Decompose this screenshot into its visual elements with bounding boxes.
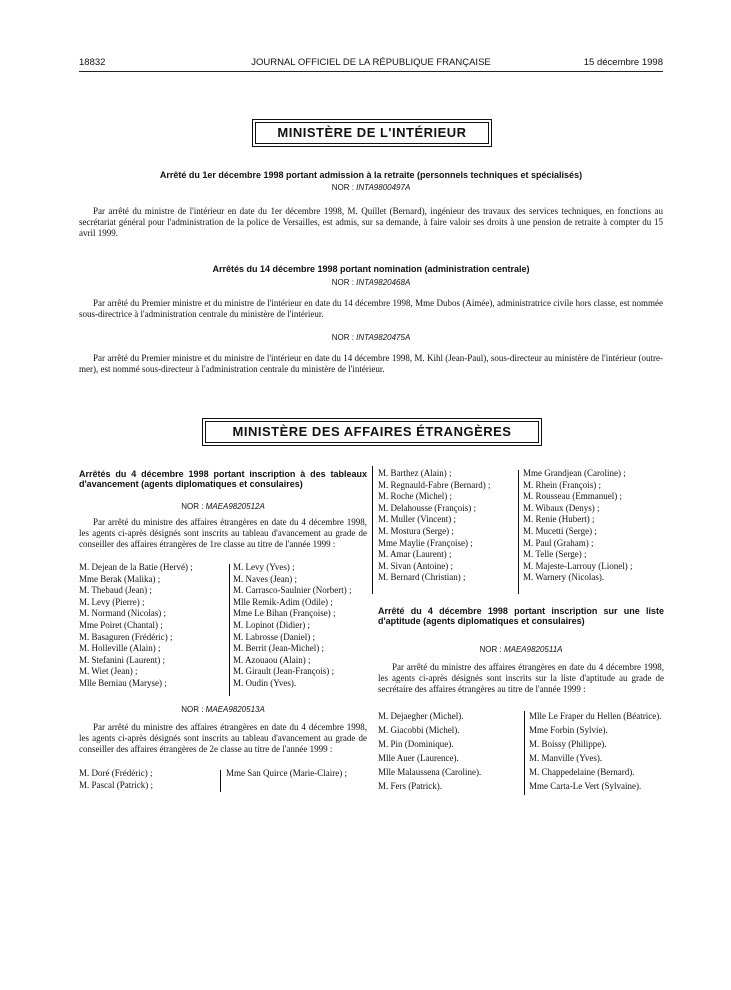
column-divider [518, 470, 519, 594]
name-entry: M. Mostura (Serge) ; [378, 525, 454, 536]
name-entry: M. Boissy (Philippe). [529, 739, 607, 749]
name-entry: M. Renie (Hubert) ; [523, 514, 595, 525]
nor-line [79, 333, 663, 342]
name-list-2-left [79, 768, 229, 791]
name-list-3-left [378, 709, 523, 793]
paragraph-retraite: Par arrêté du ministre de l'intérieur en date du 1er décembre 1998, M. Quillet (Bernard), ingénieur des travaux des services techniques, en fonctions au secrétariat général pour l'administration de la police de Versailles, est admis, sur sa demande, à faire valoir ses droits à une pension de retraite à compter du 15 avril 1999. [79, 206, 663, 238]
heading-retraite: Arrêté du 1er décembre 1998 portant admission à la retraite (personnels techniques et spécialisés) [159, 170, 583, 180]
name-entry: M. Majeste-Larrouy (Lionel) ; [523, 560, 633, 571]
name-entry: M. Oudin (Yves). [233, 677, 297, 688]
heading-liste-aptitude: Arrêté du 4 décembre 1998 portant inscription sur une liste d'aptitude (agents diplomatiques et consulaires) [378, 606, 664, 626]
name-entry: Mme Berak (Malika) ; [79, 573, 161, 584]
name-entry: M. Basaguren (Frédéric) ; [79, 631, 173, 642]
name-entry: M. Pascal (Patrick) ; [79, 779, 153, 790]
name-entry: M. Carrasco-Saulnier (Norbert) ; [233, 585, 352, 596]
issue-date: 15 décembre 1998 [583, 57, 663, 68]
nor-code: INTA9820475A [356, 333, 411, 342]
nor-line [79, 705, 367, 714]
name-entry: M. Stefanini (Laurent) ; [79, 654, 165, 665]
name-entry: Mlle Remik-Adim (Odile) ; [233, 596, 333, 607]
name-entry: M. Azouaou (Alain) ; [233, 654, 311, 665]
running-head [79, 57, 663, 72]
name-entry: M. Mucetti (Serge) ; [523, 525, 597, 536]
nor-code: INTA9800497A [356, 183, 411, 192]
column-divider [524, 711, 525, 795]
name-list-1-right [233, 562, 368, 690]
name-entry: M. Normand (Nicolas) ; [79, 608, 166, 619]
name-entry: Mlle Malaussena (Caroline). [378, 767, 482, 777]
name-entry: M. Levy (Yves) ; [233, 562, 295, 572]
name-entry: M. Levy (Pierre) ; [79, 596, 145, 607]
nor-label: NOR : [479, 645, 502, 654]
nor-line [79, 502, 367, 511]
name-entry: M. Girault (Jean-François) ; [233, 666, 334, 677]
nor-code: MAEA9820511A [503, 645, 563, 654]
nor-line [79, 183, 663, 192]
heading-tableaux-avancement: Arrêtés du 4 décembre 1998 portant inscription à des tableaux d'avancement (agents diplomatiques et consulaires) [79, 469, 367, 489]
column-divider [229, 564, 230, 696]
nor-label: NOR : [331, 183, 354, 192]
name-entry: M. Chappedelaine (Bernard). [529, 767, 635, 777]
nor-label: NOR : [181, 502, 204, 511]
name-entry: Mme San Quirce (Marie-Claire) ; [226, 768, 347, 778]
name-entry: Mme Grandjean (Caroline) ; [523, 468, 626, 478]
name-entry: Mlle Le Fraper du Hellen (Béatrice). [529, 711, 662, 721]
nor-label: NOR : [331, 278, 354, 287]
name-list-2-right [226, 768, 366, 780]
nor-line [79, 278, 663, 287]
paragraph-liste-aptitude: Par arrêté du ministre des affaires étrangères en date du 4 décembre 1998, les agents ci-après désignés sont inscrits sur la liste d'aptitude au grade de secrétaire des affaires étrangères au titre de l'année 1999 : [378, 662, 664, 694]
name-list-col2-left [378, 468, 518, 584]
name-entry: M. Paul (Graham) ; [523, 537, 594, 548]
paragraph-dubos: Par arrêté du Premier ministre et du ministre de l'intérieur en date du 14 décembre 1998, Mme Dubos (Aimée), administratrice civile hors classe, est nommée sous-directrice à l'administration centrale du ministère de l'intérieur. [79, 298, 663, 319]
name-entry: M. Warnery (Nicolas). [523, 572, 605, 583]
name-list-3-right [529, 709, 665, 793]
nor-code: INTA9820468A [356, 278, 411, 287]
name-entry: M. Barthez (Alain) ; [378, 468, 452, 478]
name-entry: M. Rhein (François) ; [523, 479, 601, 490]
name-entry: M. Wiet (Jean) ; [79, 666, 138, 677]
name-entry: M. Amar (Laurent) ; [378, 549, 452, 560]
name-entry: M. Fers (Patrick). [378, 781, 442, 791]
name-entry: M. Berrit (Jean-Michel) ; [233, 643, 324, 654]
name-entry: M. Wibaux (Denys) ; [523, 502, 600, 513]
name-entry: M. Muller (Vincent) ; [378, 514, 456, 525]
name-entry: M. Doré (Frédéric) ; [79, 768, 153, 778]
heading-nomination: Arrêtés du 14 décembre 1998 portant nomination (administration centrale) [212, 264, 530, 274]
column-divider [220, 770, 221, 792]
ministry-title-interieur: MINISTÈRE DE L'INTÉRIEUR [255, 122, 489, 144]
name-list-col2-right [523, 468, 665, 584]
name-entry: M. Rousseau (Emmanuel) ; [523, 491, 622, 502]
page-number: 18832 [79, 57, 106, 68]
name-entry: Mlle Auer (Laurence). [378, 753, 459, 763]
name-entry: Mme Forbin (Sylvie). [529, 725, 608, 735]
ministry-title-affaires-etrangeres: MINISTÈRE DES AFFAIRES ÉTRANGÈRES [205, 421, 539, 443]
name-entry: M. Labrosse (Daniel) ; [233, 631, 315, 642]
name-entry: M. Holleville (Alain) ; [79, 643, 161, 654]
name-entry: M. Manville (Yves). [529, 753, 603, 763]
page-column-rule [372, 466, 373, 594]
name-entry: M. Pin (Dominique). [378, 739, 454, 749]
paragraph-avancement-2e: Par arrêté du ministre des affaires étrangères en date du 4 décembre 1998, les agents ci-après désignés sont inscrits au tableau d'avancement au grade de conseiller des affaires étrangères de 2e classe au titre de l'année 1999 : [79, 722, 367, 754]
nor-line [378, 645, 664, 654]
name-entry: M. Dejaegher (Michel). [378, 711, 464, 721]
nor-label: NOR : [331, 333, 354, 342]
name-list-1-left [79, 562, 229, 690]
journal-title: JOURNAL OFFICIEL DE LA RÉPUBLIQUE FRANÇAISE [251, 57, 491, 68]
name-entry: Mme Poiret (Chantal) ; [79, 619, 163, 630]
name-entry: Mme Le Bihan (Françoise) ; [233, 608, 336, 619]
name-entry: Mlle Berniau (Maryse) ; [79, 677, 167, 688]
name-entry: M. Giacobbi (Michel). [378, 725, 460, 735]
name-entry: M. Lopinot (Didier) ; [233, 619, 310, 630]
paragraph-kihl: Par arrêté du Premier ministre et du ministre de l'intérieur en date du 14 décembre 1998, M. Kihl (Jean-Paul), sous-directeur au ministère de l'intérieur (outre-mer), est nommé sous-directeur à l'administration centrale du ministère de l'intérieur. [79, 353, 663, 374]
name-entry: M. Dejean de la Batie (Hervé) ; [79, 562, 193, 572]
nor-code: MAEA9820512A [205, 502, 265, 511]
nor-label: NOR : [181, 705, 204, 714]
name-entry: M. Regnauld-Fabre (Bernard) ; [378, 479, 491, 490]
name-entry: M. Bernard (Christian) ; [378, 572, 466, 583]
nor-code: MAEA9820513A [205, 705, 265, 714]
name-entry: M. Delahousse (François) ; [378, 502, 476, 513]
name-entry: Mme Maylie (Françoise) ; [378, 537, 473, 548]
name-entry: M. Roche (Michel) ; [378, 491, 452, 502]
name-entry: Mme Carta-Le Vert (Sylvaine). [529, 781, 642, 791]
paragraph-avancement-1re: Par arrêté du ministre des affaires étrangères en date du 4 décembre 1998, les agents ci-après désignés sont inscrits au tableau d'avancement au grade de conseiller des affaires étrangères de 1re classe au titre de l'année 1999 : [79, 517, 367, 549]
name-entry: M. Telle (Serge) ; [523, 549, 587, 560]
name-entry: M. Sivan (Antoine) ; [378, 560, 453, 571]
name-entry: M. Thebaud (Jean) ; [79, 585, 152, 596]
name-entry: M. Naves (Jean) ; [233, 573, 297, 584]
